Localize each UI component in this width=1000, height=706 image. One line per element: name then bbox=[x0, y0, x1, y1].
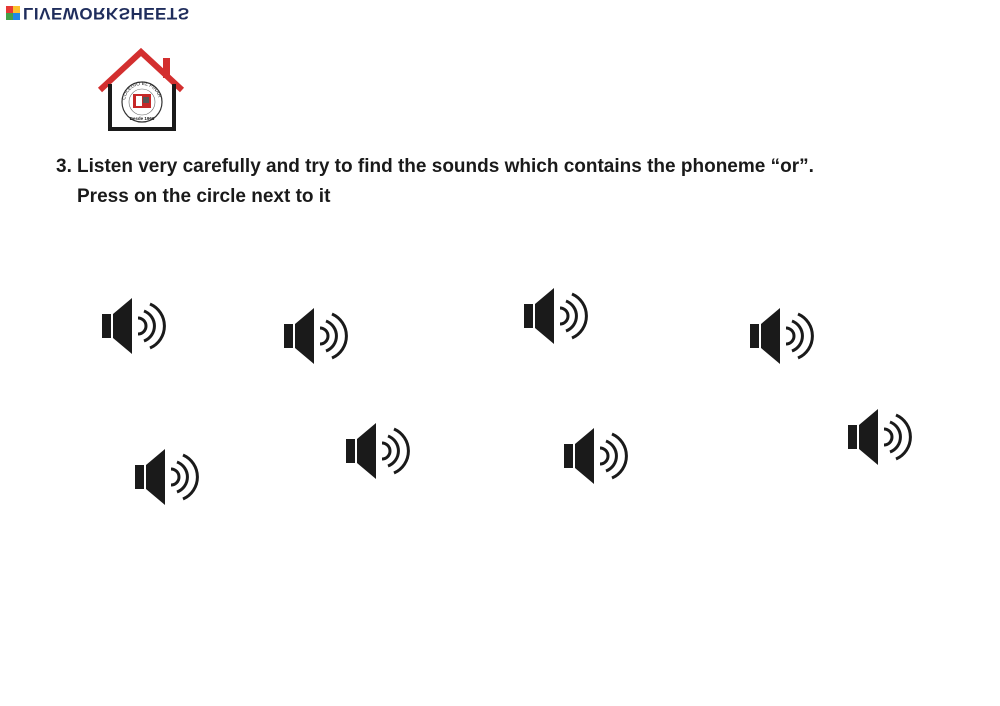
liveworksheets-logo-icon bbox=[6, 6, 20, 20]
audio-item bbox=[750, 305, 860, 367]
liveworksheets-brand bbox=[6, 3, 190, 23]
audio-item bbox=[284, 305, 394, 367]
speaker-icon[interactable] bbox=[102, 295, 168, 357]
exercise-instruction bbox=[56, 152, 956, 212]
logo-text-bottom: Desde 1966 bbox=[129, 116, 155, 121]
exercise-number: 3. bbox=[56, 156, 72, 177]
speaker-icon[interactable] bbox=[135, 446, 201, 508]
audio-item bbox=[346, 420, 456, 482]
audio-item bbox=[135, 446, 245, 508]
speaker-icon[interactable] bbox=[346, 420, 412, 482]
speaker-icon[interactable] bbox=[750, 305, 816, 367]
instruction-line-1: Listen very carefully and try to find the sounds which contains the phoneme “or”. bbox=[77, 156, 814, 177]
speaker-icon[interactable] bbox=[524, 285, 590, 347]
brand-name: LIVEWORKSHEETS bbox=[23, 3, 190, 23]
audio-item bbox=[848, 406, 958, 468]
school-logo bbox=[94, 44, 188, 132]
speaker-icon[interactable] bbox=[284, 305, 350, 367]
audio-item bbox=[524, 285, 634, 347]
audio-item bbox=[564, 425, 674, 487]
logo-text-top: COLEGIO EL PINAR bbox=[121, 80, 163, 101]
speaker-icon[interactable] bbox=[564, 425, 630, 487]
speaker-icon[interactable] bbox=[848, 406, 914, 468]
audio-item bbox=[102, 295, 212, 357]
instruction-line-2: Press on the circle next to it bbox=[77, 186, 331, 207]
